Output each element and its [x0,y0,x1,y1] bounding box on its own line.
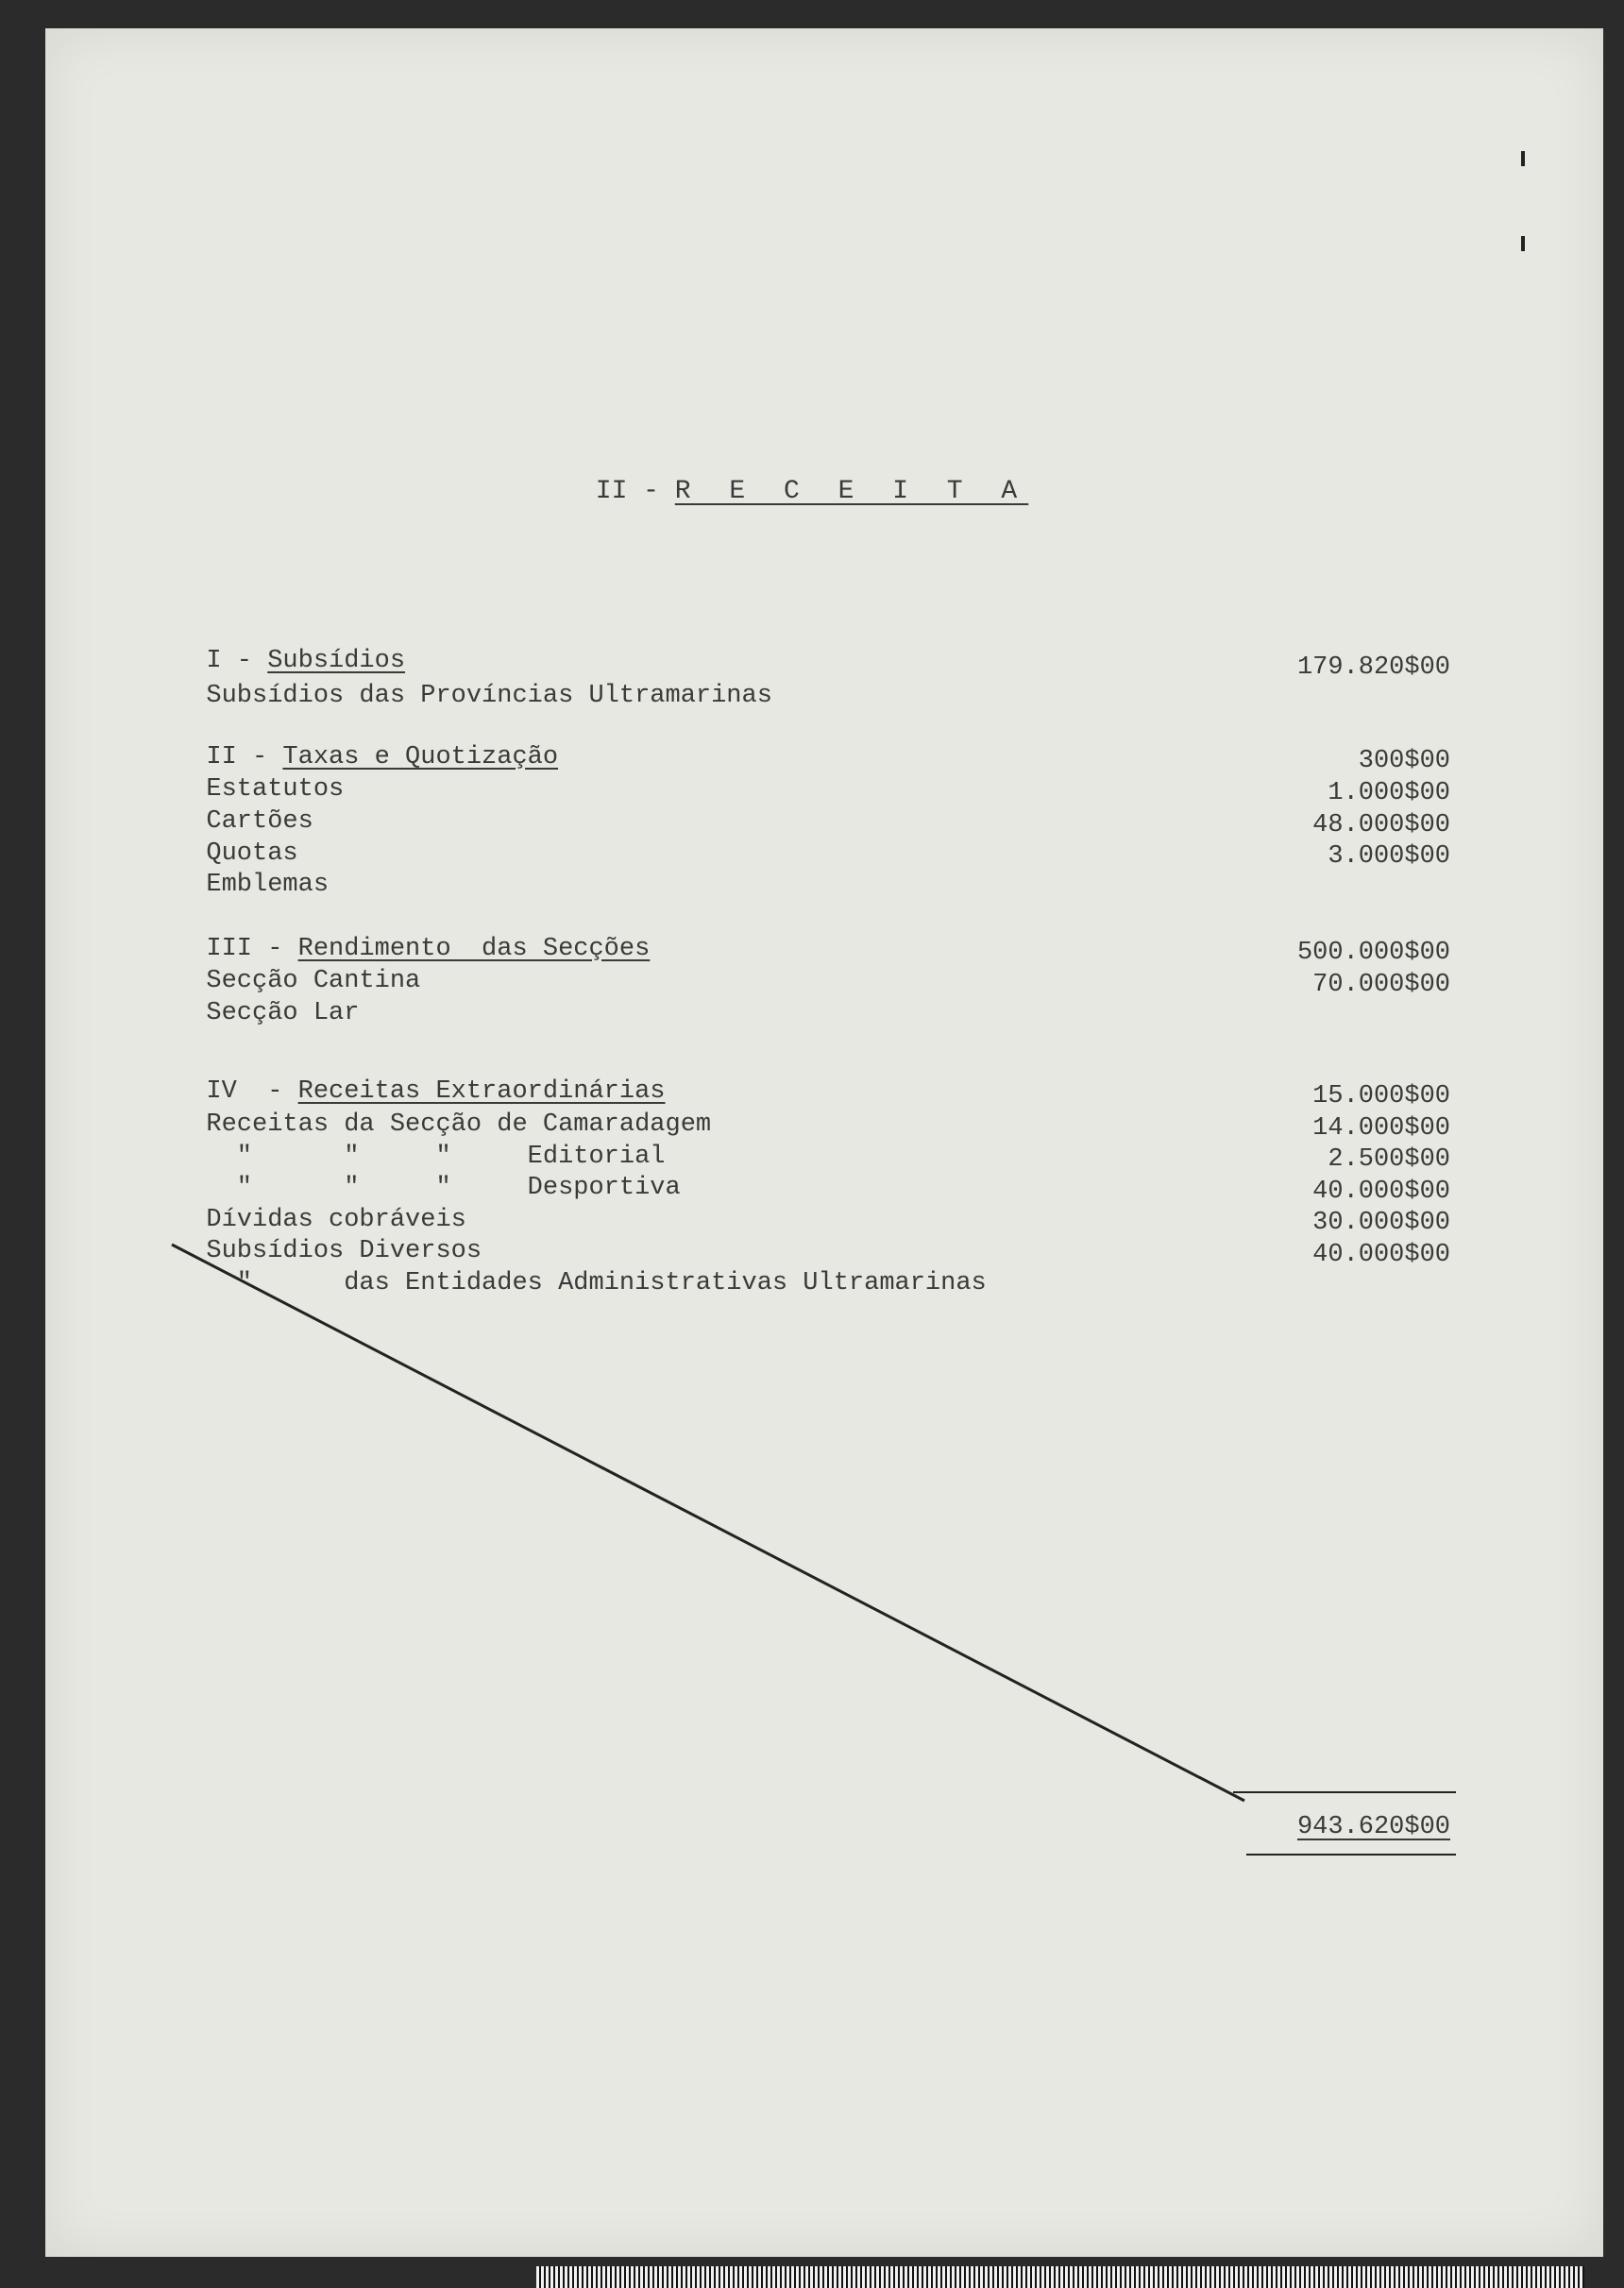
item-label: Secção Cantina [206,967,421,995]
item-label: Quotas [206,839,298,868]
total-rule-bottom [1246,1854,1456,1856]
item-amount: 40.000$00 [1312,1178,1450,1206]
item-label: Estatutos [206,775,345,804]
item-label: Dívidas cobráveis [206,1206,466,1234]
item-amount: 179.820$00 [1296,653,1450,682]
section-heading: I - Subsídios [206,647,406,675]
item-amount: 14.000$00 [1312,1114,1450,1143]
item-amount: 500.000$00 [1296,939,1450,967]
item-amount: 40.000$00 [1312,1241,1450,1269]
page-title: II - R E C E I T A [595,477,1029,506]
item-amount: 70.000$00 [1312,971,1450,999]
item-label: Secção Lar [206,999,360,1027]
item-label: Emblemas [206,871,330,899]
item-label: Subsídios das Províncias Ultramarinas [206,682,772,710]
total-rule-top [1233,1791,1456,1793]
total-amount: 943.620$00 [1296,1813,1450,1841]
section-heading: III - Rendimento das Secções [206,935,651,963]
item-amount: 3.000$00 [1328,842,1450,871]
item-label: Receitas da Secção de Camaradagem [206,1110,712,1139]
section-heading: IV - Receitas Extraordinárias [206,1077,666,1106]
item-amount: 300$00 [1358,747,1450,775]
scale-ruler [536,2266,1584,2288]
section-heading: II - Taxas e Quotização [206,743,559,771]
item-label: " " " Desportiva [206,1174,681,1202]
item-label: " das Entidades Administrativas Ultramarinas [206,1269,987,1297]
item-amount: 1.000$00 [1328,779,1450,807]
total-row [176,1813,1450,1845]
item-amount: 2.500$00 [1328,1145,1450,1174]
item-amount: 15.000$00 [1312,1082,1450,1110]
item-label: Subsídios Diversos [206,1237,482,1265]
item-label: " " " Editorial [206,1143,666,1171]
title-word: R E C E I T A [674,477,1029,506]
item-amount: 48.000$00 [1312,811,1450,839]
item-amount: 30.000$00 [1312,1209,1450,1237]
item-label: Cartões [206,807,313,836]
